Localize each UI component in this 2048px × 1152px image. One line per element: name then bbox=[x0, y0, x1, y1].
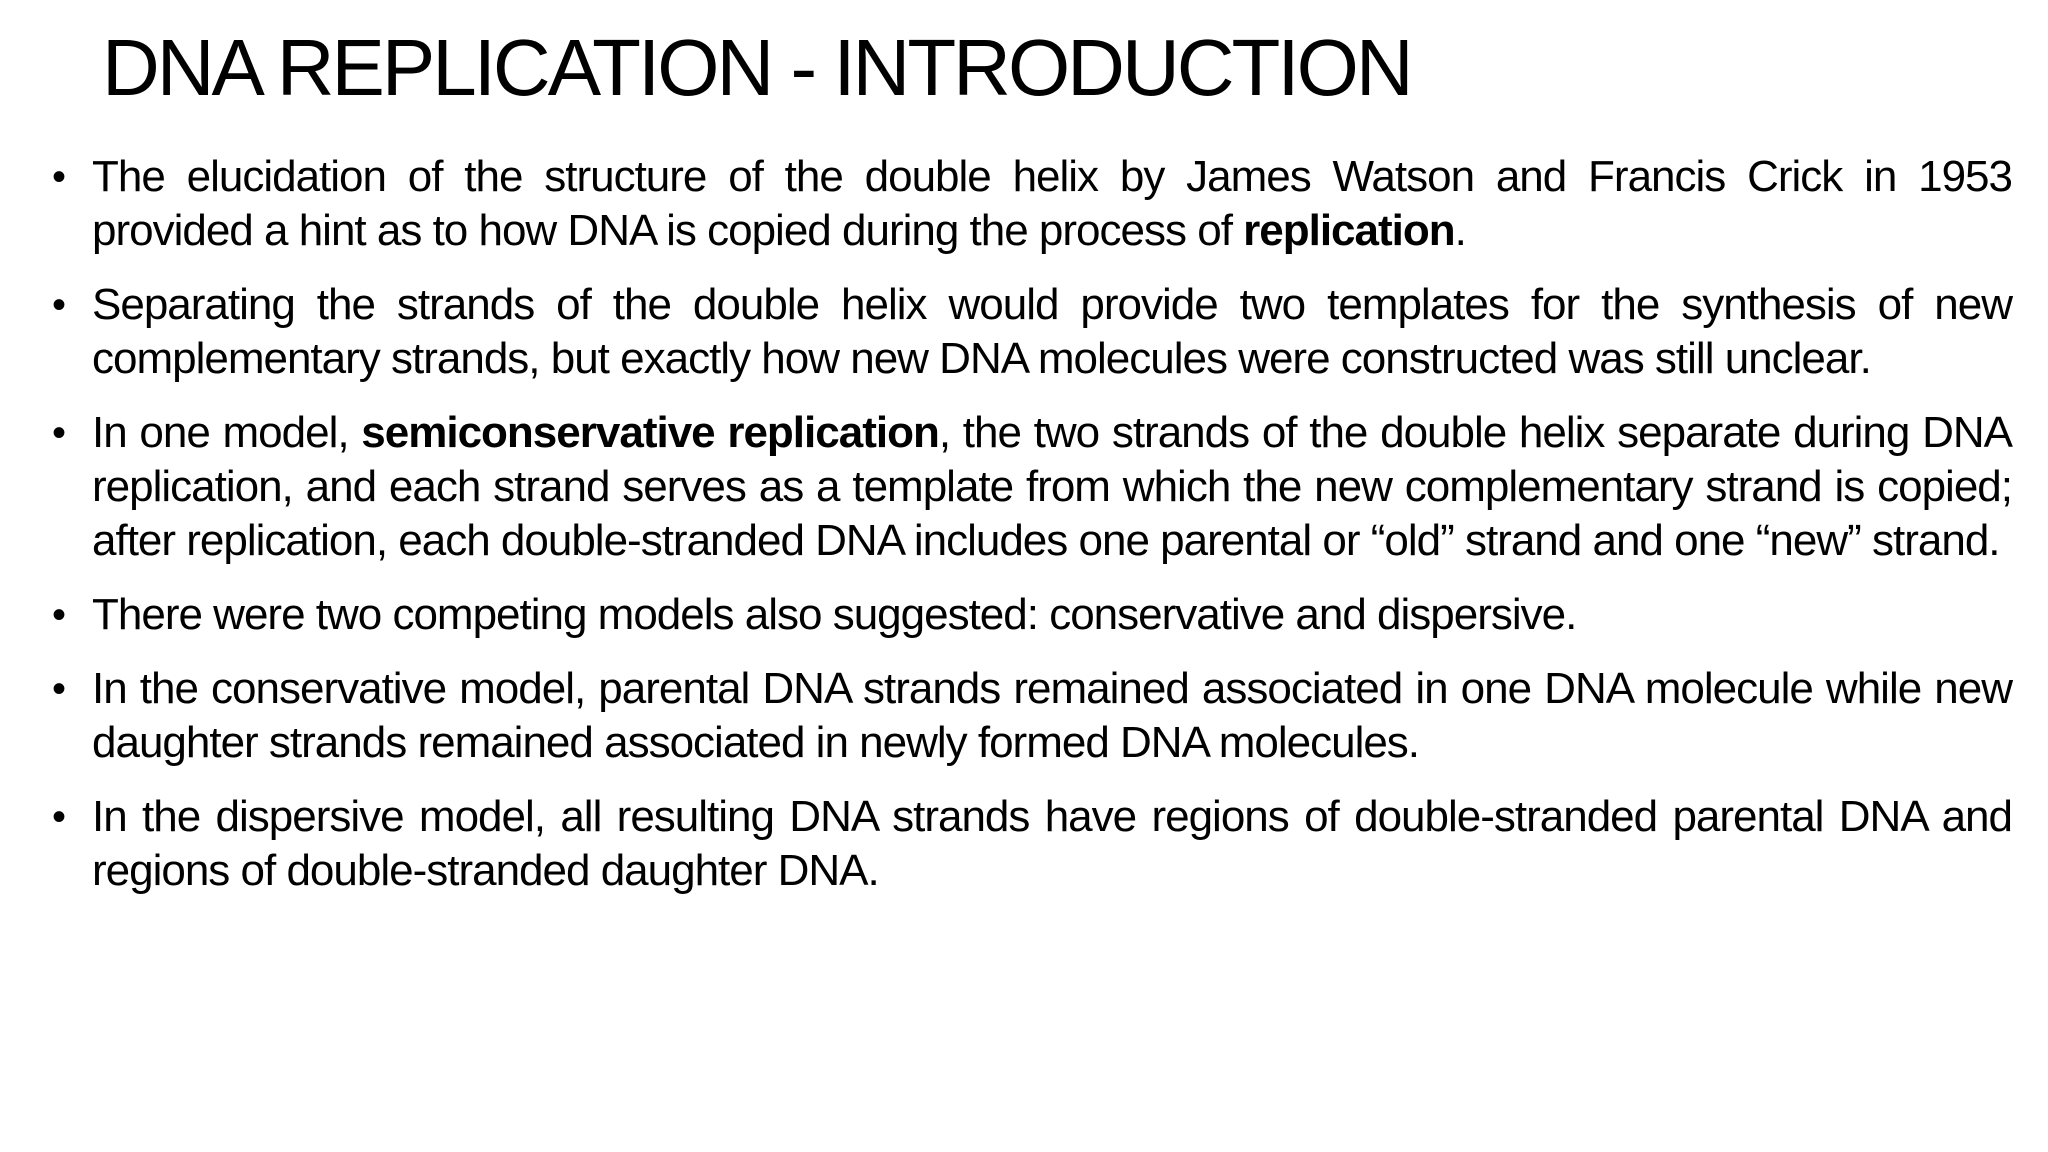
bullet-item bbox=[52, 662, 2012, 770]
bullet-text bbox=[92, 590, 1576, 639]
bullet-dot-icon: • bbox=[52, 283, 66, 327]
bullet-text bbox=[92, 152, 2012, 255]
bullet-dot-icon: • bbox=[52, 593, 66, 637]
bullet-item bbox=[52, 406, 2012, 568]
text-segment: There were two competing models also suggested: conservative and dispersive. bbox=[92, 590, 1577, 639]
text-segment: In the dispersive model, all resulting DNA strands have regions of double-stranded parental DNA and regions of double-stranded daughter DNA. bbox=[92, 792, 2012, 895]
bullet-text bbox=[92, 664, 2012, 767]
bullet-dot-icon: • bbox=[52, 155, 66, 199]
bullet-item bbox=[52, 588, 2012, 642]
bullet-text bbox=[92, 792, 2012, 895]
bullet-dot-icon: • bbox=[52, 667, 66, 711]
text-segment: Separating the strands of the double helix would provide two templates for the synthesis of new complementary strands, but exactly how new DNA molecules were constructed was still unclear. bbox=[92, 280, 2012, 383]
bullet-text bbox=[92, 408, 2012, 565]
bullet-dot-icon: • bbox=[52, 795, 66, 839]
bullet-text bbox=[92, 280, 2012, 383]
bullet-dot-icon: • bbox=[52, 411, 66, 455]
bullet-list bbox=[52, 150, 2012, 898]
text-segment: . bbox=[1454, 206, 1466, 255]
text-segment: In the conservative model, parental DNA strands remained associated in one DNA molecule while new daughter strands remained associated in newly formed DNA molecules. bbox=[92, 664, 2012, 767]
bullet-item bbox=[52, 790, 2012, 898]
bold-term: semiconservative replication bbox=[361, 408, 939, 457]
bullet-item bbox=[52, 278, 2012, 386]
text-segment: The elucidation of the structure of the double helix by James Watson and Francis Crick in 1953 provided a hint as to how DNA is copied during the process of bbox=[92, 152, 2012, 255]
slide-title: DNA REPLICATION - INTRODUCTION bbox=[102, 23, 1411, 112]
text-segment: , the two strands of the double helix separate during DNA replication, and each strand serves as a template from which the new complementary strand is copied; after replication, each double-stranded DNA includes one parental or “old” strand and one “new” strand. bbox=[92, 408, 2012, 565]
bullet-item bbox=[52, 150, 2012, 258]
bold-term: replication bbox=[1243, 206, 1455, 255]
text-segment: In one model, bbox=[92, 408, 362, 457]
